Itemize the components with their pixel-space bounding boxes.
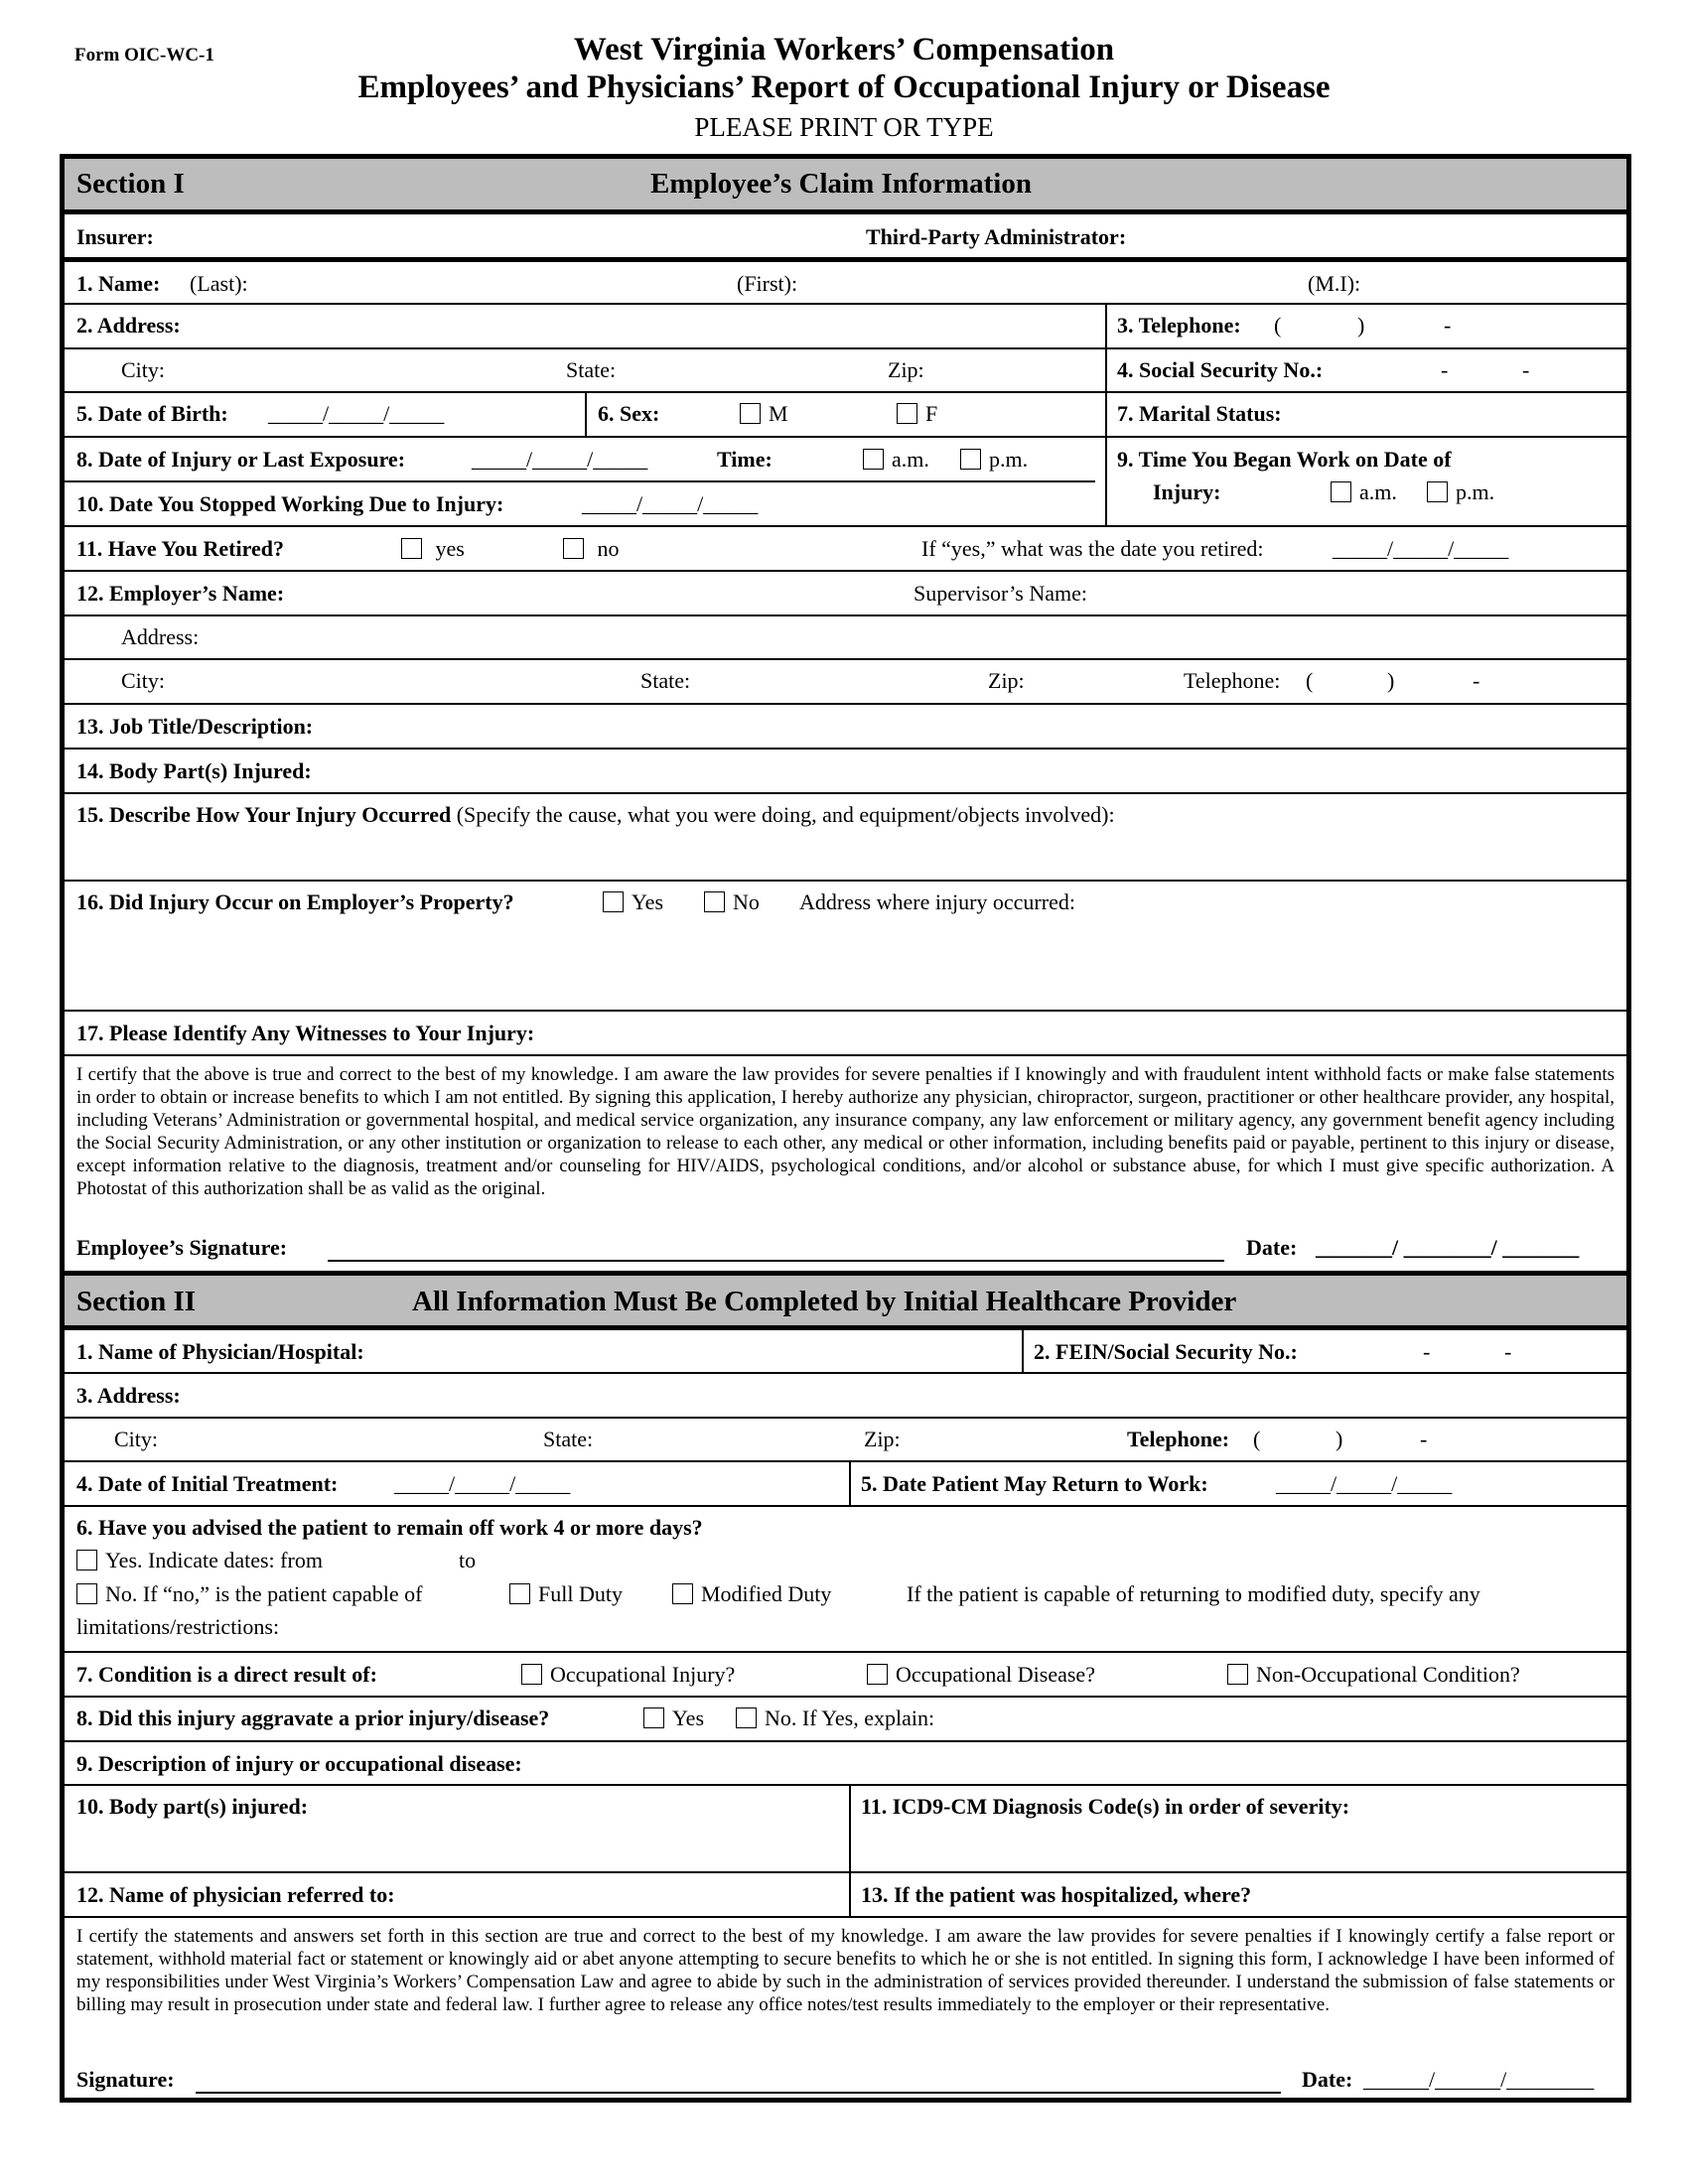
form-id: Form OIC-WC-1 (74, 45, 214, 66)
occupational-injury-option[interactable] (521, 1662, 735, 1688)
print-instruction: PLEASE PRINT OR TYPE (694, 112, 994, 142)
off-work-yes-text: Yes. Indicate dates: from (105, 1548, 323, 1572)
referral-hospital-row[interactable] (65, 1871, 1626, 1916)
retired-no-checkbox[interactable] (563, 538, 584, 559)
employer-phone-dash: - (1473, 668, 1480, 693)
modified-duty-option[interactable] (672, 1581, 831, 1607)
section2-label: Section II (76, 1286, 197, 1317)
employer-phone-close: ) (1387, 668, 1395, 693)
first-name-label: (First): (737, 271, 798, 296)
injury-address-label: Address where injury occurred: (799, 889, 1075, 914)
retired-date-blank[interactable]: _____/_____/_____ (1333, 536, 1509, 561)
began-work-label-2: Injury: (1153, 479, 1221, 504)
zip-label: Zip: (888, 357, 924, 382)
physician-certification-block (65, 1916, 1626, 2103)
sex-m-text: M (769, 401, 788, 426)
off-work-to-label: to (459, 1548, 477, 1572)
treatment-dates-row[interactable] (65, 1460, 1626, 1505)
property-yes-text: Yes (632, 889, 664, 914)
injury-description-text (76, 802, 1115, 828)
fein-label: 2. FEIN/Social Security No.: (1034, 1339, 1298, 1364)
retired-no-text: no (597, 536, 620, 561)
non-occupational-text: Non-Occupational Condition? (1256, 1662, 1520, 1687)
employee-certification-text: I certify that the above is true and correct to the best of my knowledge. I am aware the law provides for severe penalties if I knowingly and with fraudulent intent withhold facts or make false statements in order to obtain or increase benefits to which I am not entitled. By signing this application, I hereby authorize any physician, chiropractor, surgeon, practitioner or other healthcare provider, any hospital, including Veterans’ Administration or governmental hospital, and medical service organization, any insurance company, any law enforcement or military agency, any government benefit agency including the Social Security Administration, or any other institution or organization to release to each other, any medical or other information, including benefits paid or payable, pertinent to this injury or disease, except information relative to the diagnosis, treatment and/or counseling for HIV/AIDS, psychological conditions, and/or alcohol or substance abuse, for which I must give specific authorization. A Photostat of this authorization shall be as valid as the original. (76, 1064, 1615, 1199)
phone-close-paren: ) (1357, 313, 1365, 338)
section2-header (65, 1271, 1626, 1325)
property-no-option[interactable] (704, 889, 760, 915)
insurer-row[interactable] (65, 209, 1626, 257)
off-work-label: 6. Have you advised the patient to remain off work 4 or more days? (76, 1515, 703, 1540)
off-work-no-option[interactable] (76, 1581, 422, 1607)
state-label: State: (566, 357, 617, 382)
address-row[interactable] (65, 303, 1626, 347)
dob-blank[interactable]: _____/_____/_____ (268, 401, 445, 426)
employer-state-label: State: (640, 668, 691, 693)
sex-f-option[interactable] (897, 401, 937, 427)
began-work-label-1: 9. Time You Began Work on Date of (1117, 447, 1452, 472)
employer-telephone-label: Telephone: (1184, 668, 1281, 693)
occupational-disease-checkbox[interactable] (867, 1664, 888, 1685)
employer-address-label: Address: (121, 624, 200, 649)
aggravate-yes-text: Yes (672, 1706, 705, 1730)
city-row[interactable] (65, 347, 1626, 391)
ssn-dash-1: - (1441, 357, 1449, 382)
employee-date-label: Date: (1246, 1235, 1298, 1260)
began-pm-text: p.m. (1456, 479, 1495, 504)
job-title-row[interactable] (65, 703, 1626, 748)
initial-treatment-label: 4. Date of Initial Treatment: (76, 1471, 339, 1496)
aggravate-row[interactable] (65, 1696, 1626, 1740)
physician-city-row[interactable] (65, 1417, 1626, 1460)
phone-open-paren: ( (1274, 313, 1282, 338)
aggravate-no-checkbox[interactable] (736, 1707, 757, 1728)
supervisor-label: Supervisor’s Name: (914, 581, 1087, 606)
phone-dash: - (1444, 313, 1452, 338)
city-label: City: (121, 357, 166, 382)
full-duty-option[interactable] (509, 1581, 623, 1607)
injury-time-pm[interactable] (960, 447, 1028, 473)
time-label: Time: (717, 447, 773, 472)
injury-time-am[interactable] (863, 447, 929, 473)
began-work-am[interactable] (1331, 479, 1397, 505)
employer-name-label: 12. Employer’s Name: (76, 581, 285, 606)
employer-property-row[interactable] (65, 880, 1626, 1010)
witnesses-row[interactable] (65, 1010, 1626, 1054)
job-title-label: 13. Job Title/Description: (76, 714, 314, 739)
employee-date-blank[interactable]: _______/ ________/ _______ (1316, 1235, 1580, 1260)
sex-label: 6. Sex: (598, 401, 660, 426)
sex-m-checkbox[interactable] (740, 403, 761, 424)
witnesses-label: 17. Please Identify Any Witnesses to Your Injury: (76, 1021, 535, 1045)
property-no-text: No (733, 889, 760, 914)
employee-signature-label: Employee’s Signature: (76, 1235, 288, 1260)
name-row[interactable] (65, 257, 1626, 303)
off-work-no-text: No. If “no,” is the patient capable of (105, 1581, 423, 1606)
physician-phone-open: ( (1253, 1427, 1261, 1451)
section1-title: Employee’s Claim Information (650, 168, 1032, 200)
employer-phone-open: ( (1306, 668, 1314, 693)
retired-yes-checkbox[interactable] (401, 538, 422, 559)
aggravate-yes-option[interactable] (643, 1706, 704, 1731)
return-to-work-label: 5. Date Patient May Return to Work: (861, 1471, 1208, 1496)
body-part-icd-row[interactable] (65, 1784, 1626, 1871)
injury-pm-text: p.m. (989, 447, 1029, 472)
employer-city-label: City: (121, 668, 166, 693)
physician-zip-label: Zip: (864, 1427, 901, 1451)
aggravate-no-option[interactable] (736, 1706, 934, 1731)
last-name-label: (Last): (190, 271, 248, 296)
injury-date-blank[interactable]: _____/_____/_____ (472, 447, 648, 472)
physician-telephone-label: Telephone: (1127, 1427, 1230, 1451)
employer-property-label: 16. Did Injury Occur on Employer’s Property? (76, 889, 514, 914)
fein-dash-1: - (1423, 1339, 1431, 1364)
full-duty-text: Full Duty (538, 1581, 623, 1606)
physician-date-label: Date: (1302, 2067, 1353, 2092)
sex-f-text: F (925, 401, 938, 426)
injury-description-row[interactable] (65, 792, 1626, 880)
employee-certification-block (65, 1054, 1626, 1271)
claim-form (60, 154, 1631, 2103)
physician-phone-dash: - (1420, 1427, 1428, 1451)
property-no-checkbox[interactable] (704, 891, 725, 912)
retired-no-option[interactable] (563, 536, 620, 562)
form-title-line2: Employees’ and Physicians’ Report of Occupational Injury or Disease (357, 69, 1331, 105)
off-work-no-checkbox[interactable] (76, 1583, 97, 1604)
telephone-label: 3. Telephone: (1117, 313, 1241, 338)
physician-city-label: City: (114, 1427, 159, 1451)
employer-row[interactable] (65, 570, 1626, 614)
injury-am-checkbox[interactable] (863, 449, 884, 470)
injury-description-label: 15. Describe How Your Injury Occurred (76, 802, 452, 827)
injury-date-label: 8. Date of Injury or Last Exposure: (76, 447, 406, 472)
section1-header (65, 159, 1626, 209)
modified-duty-note: If the patient is capable of returning to modified duty, specify any (907, 1581, 1480, 1606)
return-to-work-blank[interactable]: _____/_____/_____ (1276, 1471, 1453, 1496)
ssn-label: 4. Social Security No.: (1117, 357, 1324, 382)
occupational-injury-checkbox[interactable] (521, 1664, 542, 1685)
aggravate-label: 8. Did this injury aggravate a prior injury/disease? (76, 1706, 550, 1730)
section2-title: All Information Must Be Completed by Initial Healthcare Provider (412, 1286, 1237, 1317)
non-occupational-checkbox[interactable] (1227, 1664, 1248, 1685)
occupational-disease-text: Occupational Disease? (896, 1662, 1095, 1687)
dob-label: 5. Date of Birth: (76, 401, 228, 426)
began-work-pm[interactable] (1427, 479, 1494, 505)
stopped-working-label: 10. Date You Stopped Working Due to Injury: (76, 491, 504, 516)
body-parts-label: 14. Body Part(s) Injured: (76, 758, 312, 783)
physician-row[interactable] (65, 1325, 1626, 1372)
retired-date-label: If “yes,” what was the date you retired: (921, 536, 1264, 561)
ssn-dash-2: - (1522, 357, 1530, 382)
hospitalized-label: 13. If the patient was hospitalized, where? (861, 1882, 1252, 1907)
began-am-checkbox[interactable] (1331, 481, 1351, 502)
modified-duty-checkbox[interactable] (672, 1583, 693, 1604)
injury-disease-description-label: 9. Description of injury or occupational disease: (76, 1751, 522, 1776)
section1-label: Section I (76, 168, 185, 200)
condition-cause-label: 7. Condition is a direct result of: (76, 1662, 377, 1687)
physician-signature-line[interactable] (196, 2069, 1281, 2094)
physician-signature-label: Signature: (76, 2067, 175, 2092)
dob-row[interactable] (65, 391, 1626, 436)
marital-status-label: 7. Marital Status: (1117, 401, 1282, 426)
middle-initial-label: (M.I): (1308, 271, 1361, 296)
occupational-injury-text: Occupational Injury? (550, 1662, 736, 1687)
employer-zip-label: Zip: (988, 668, 1025, 693)
physician-date-blank[interactable]: ______/______/________ (1363, 2067, 1595, 2092)
limitations-label: limitations/restrictions: (76, 1614, 280, 1639)
tpa-label: Third-Party Administrator: (866, 224, 1127, 249)
full-duty-checkbox[interactable] (509, 1583, 530, 1604)
physician-name-label: 1. Name of Physician/Hospital: (76, 1339, 364, 1364)
physician-certification-text: I certify the statements and answers set forth in this section are true and correct to the best of my knowledge. I am aware the law provides for severe penalties if I knowingly certify a false report or statement, withhold material fact or statement or knowingly aid or abet anyone attempting to secure benefits to which he or she is not entitled. In signing this form, I acknowledge I have been informed of my responsibilities under West Virginia’s Workers’ Compensation Law and agree to abide by such in the administration of services provided thereunder. I understand the submission of false statements or billing may result in prosecution under state and federal law. I further agree to release any office notes/test results immediately to the employer or their representative. (76, 1926, 1615, 2015)
stopped-working-blank[interactable]: _____/_____/_____ (582, 491, 759, 516)
initial-treatment-blank[interactable]: _____/_____/_____ (394, 1471, 571, 1496)
physician-state-label: State: (543, 1427, 594, 1451)
referred-physician-label: 12. Name of physician referred to: (76, 1882, 395, 1907)
off-work-row[interactable] (65, 1505, 1626, 1651)
occupational-disease-option[interactable] (867, 1662, 1095, 1688)
non-occupational-option[interactable] (1227, 1662, 1520, 1688)
body-part-injured-label: 10. Body part(s) injured: (76, 1794, 309, 1819)
employee-signature-line[interactable] (328, 1237, 1224, 1262)
name-label: 1. Name: (76, 271, 161, 296)
retired-row[interactable] (65, 525, 1626, 570)
body-parts-row[interactable] (65, 748, 1626, 792)
property-yes-checkbox[interactable] (603, 891, 624, 912)
physician-phone-close: ) (1336, 1427, 1343, 1451)
injury-am-text: a.m. (892, 447, 929, 472)
began-am-text: a.m. (1359, 479, 1397, 504)
retired-label: 11. Have You Retired? (76, 536, 284, 561)
form-title-line1: West Virginia Workers’ Compensation (573, 32, 1115, 68)
fein-dash-2: - (1504, 1339, 1512, 1364)
sex-m-option[interactable] (740, 401, 788, 427)
physician-address-label: 3. Address: (76, 1383, 181, 1408)
employer-address-row[interactable] (65, 614, 1626, 658)
physician-address-row[interactable] (65, 1372, 1626, 1417)
injury-disease-description-row[interactable] (65, 1740, 1626, 1784)
off-work-yes-option[interactable] (76, 1548, 323, 1573)
stopped-working-row[interactable] (65, 480, 1095, 525)
insurer-label: Insurer: (76, 224, 154, 249)
modified-duty-text: Modified Duty (701, 1581, 832, 1606)
address-label: 2. Address: (76, 313, 181, 338)
aggravate-yes-checkbox[interactable] (643, 1707, 664, 1728)
aggravate-no-text: No. If Yes, explain: (765, 1706, 935, 1730)
retired-yes-option[interactable] (401, 536, 465, 562)
retired-yes-text: yes (435, 536, 465, 561)
icd9-label: 11. ICD9-CM Diagnosis Code(s) in order of severity: (861, 1794, 1350, 1819)
began-pm-checkbox[interactable] (1427, 481, 1448, 502)
injury-description-hint: (Specify the cause, what you were doing, and equipment/objects involved): (456, 802, 1115, 827)
sex-f-checkbox[interactable] (897, 403, 917, 424)
injury-pm-checkbox[interactable] (960, 449, 981, 470)
employer-city-row[interactable] (65, 658, 1626, 703)
off-work-yes-checkbox[interactable] (76, 1550, 97, 1570)
property-yes-option[interactable] (603, 889, 663, 915)
condition-cause-row[interactable] (65, 1651, 1626, 1696)
